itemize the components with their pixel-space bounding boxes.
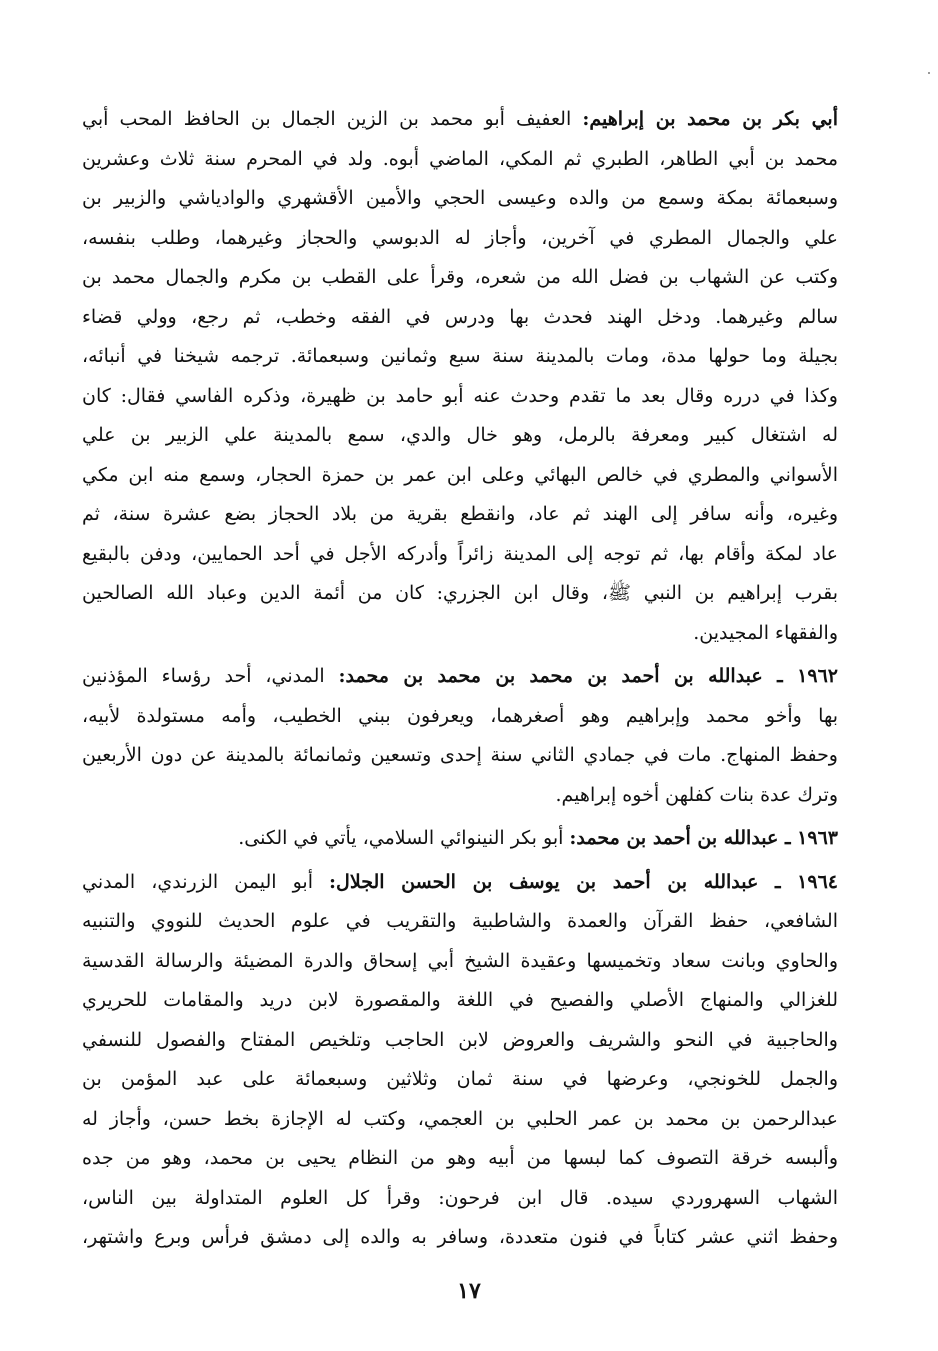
text-line: بقرب إبراهيم بن النبي ﷺ، وقال ابن الجزري: كان من أئمة الدين وعباد الله الصالحين (82, 582, 838, 604)
text-block (82, 100, 838, 1258)
text-line: للغزالي والمنهاج الأصلي والفصيح في اللغة والمقصورة لابن دريد والمقامات للحريري (82, 989, 838, 1011)
entry-heading: ١٩٦٣ ـ عبدالله بن أحمد بن محمد: (569, 827, 838, 849)
text-line: وغيره، وأنه سافر إلى الهند ثم عاد، وانقطع بقرية من بلاد الحجاز بضع عشرة سنة، ثم (82, 503, 838, 525)
text-line (82, 657, 838, 697)
text-line: عبدالرحمن بن محمد بن عمر الحلبي بن العجمي، وكتب له الإجازة بخط حسن، وأجاز له (82, 1107, 838, 1130)
text-line (82, 863, 838, 903)
scan-mark (928, 72, 930, 74)
text-line: والجمل للخونجي، وعرضها في سنة ثمان وثلاثين وسبعمائة على عبد المؤمن بن (82, 1068, 838, 1090)
text-line: علي والجمال المطري في آخرين، وأجاز له الدبوسي والحجاز وغيرهما، وطلب بنفسه، (82, 226, 838, 249)
text-line: وكذا في درره وقال بعد ما تقدم وحدث عنه أبو حامد بن ظهيرة، وذكره الفاسي فقال: كان (82, 384, 838, 407)
text-line: وكتب عن الشهاب بن فضل الله من شعره، وقرأ على القطب بن مكرم والجمال محمد بن (82, 266, 838, 288)
text-line: وحفظ اثني عشر كتاباً في فنون متعددة، وسافر به والده إلى دمشق فرأس وبرع واشتهر، (82, 1226, 838, 1248)
text-line: الشهاب السهروردي سيده. قال ابن فرحون: وقرأ كل العلوم المتداولة بين الناس، (82, 1186, 838, 1209)
entry-1962 (82, 657, 838, 815)
entry-heading: أبي بكر بن محمد بن إبراهيم: (582, 108, 838, 130)
text-line: وحفظ المنهاج. مات في جمادي الثاني سنة إحدى وتسعين وثمانمائة بالمدينة عن دون الأربعين (82, 744, 838, 766)
text-line: الأسواني والمطري في خالص البهائي وعلى ابن عمر بن حمزة الحجار، وسمع منه ابن مكي (82, 463, 838, 486)
text-line: سالم وغيرهما. ودخل الهند فحدث بها ودرس في الفقه وخطب، ثم رجع، وولي قضاء (82, 305, 838, 328)
line-text: أبو اليمن الزرندي، المدني (82, 870, 330, 893)
text-line: بها وأخو محمد وإبراهيم وهو أصغرهما، ويعرفون ببني الخطيب، وأمه مستولدة لأبيه، (82, 704, 838, 727)
text-line (82, 100, 838, 140)
page-number: ١٧ (457, 1278, 481, 1304)
entry-1964 (82, 863, 838, 1258)
text-line: الشافعي، حفظ القرآن والعمدة والشاطبية والتقريب في علوم الحديث للنووي والتنبيه (82, 910, 838, 932)
entry-1961 (82, 100, 838, 653)
text-line: له اشتغال كبير ومعرفة بالرمل، وهو خال والدي، سمع بالمدينة علي الزبير بن علي (82, 424, 838, 446)
text-line: وترك عدة بنات كفلهن أخوه إبراهيم. (555, 783, 838, 806)
entry-1963 (82, 819, 838, 859)
text-line: محمد بن أبي الطاهر، الطبري ثم المكي، الماضي أبوه. ولد في المحرم سنة ثلاث وعشرين (82, 147, 838, 170)
text-line (82, 819, 838, 859)
entry-heading: ١٩٦٢ ـ عبدالله بن أحمد بن محمد بن محمد بن محمد: (338, 665, 838, 687)
text-line: والحاوي وبانت سعاد وتخميسها وعقيدة الشيخ أبي إسحاق والدرة المضيئة والرسالة القدسية (82, 949, 838, 972)
entry-heading: ١٩٦٤ ـ عبدالله بن أحمد بن يوسف بن الحسن الجلال: (329, 870, 838, 893)
text-line: والحاجبية في النحو والشريف والعروض لابن الحاجب وتلخيص المفتاح والفصول للنسفي (82, 1028, 838, 1051)
text-line: وسبعمائة بمكة وسمع من والده وعيسى الحجي والأمين الأقشهري والوادياشي والزبير بن (82, 187, 838, 209)
line-text: العفيف أبو محمد بن الزين الجمال بن الحافظ المحب أبي (82, 108, 583, 130)
text-line: والفقهاء المجيدين. (693, 621, 838, 644)
text-line: وألبسه خرقة التصوف كما لبسها من أبيه وهو من النظام يحيى بن محمد، وهو من جده (82, 1147, 838, 1169)
text-line: عاد لمكة وأقام بها، ثم توجه إلى المدينة زائراً وأدركه الأجل في أحد الحمايين، ودفن بالبقيع (82, 542, 838, 565)
text-line: بجيلة وما حولها مدة، ومات بالمدينة سنة سبع وثمانين وسبعمائة. ترجمه شيخنا في أنبائه، (82, 345, 838, 367)
line-text: المدني، أحد رؤساء المؤذنين (82, 665, 339, 687)
line-text: أبو بكر النينوائي السلامي، يأتي في الكنى. (238, 827, 570, 849)
